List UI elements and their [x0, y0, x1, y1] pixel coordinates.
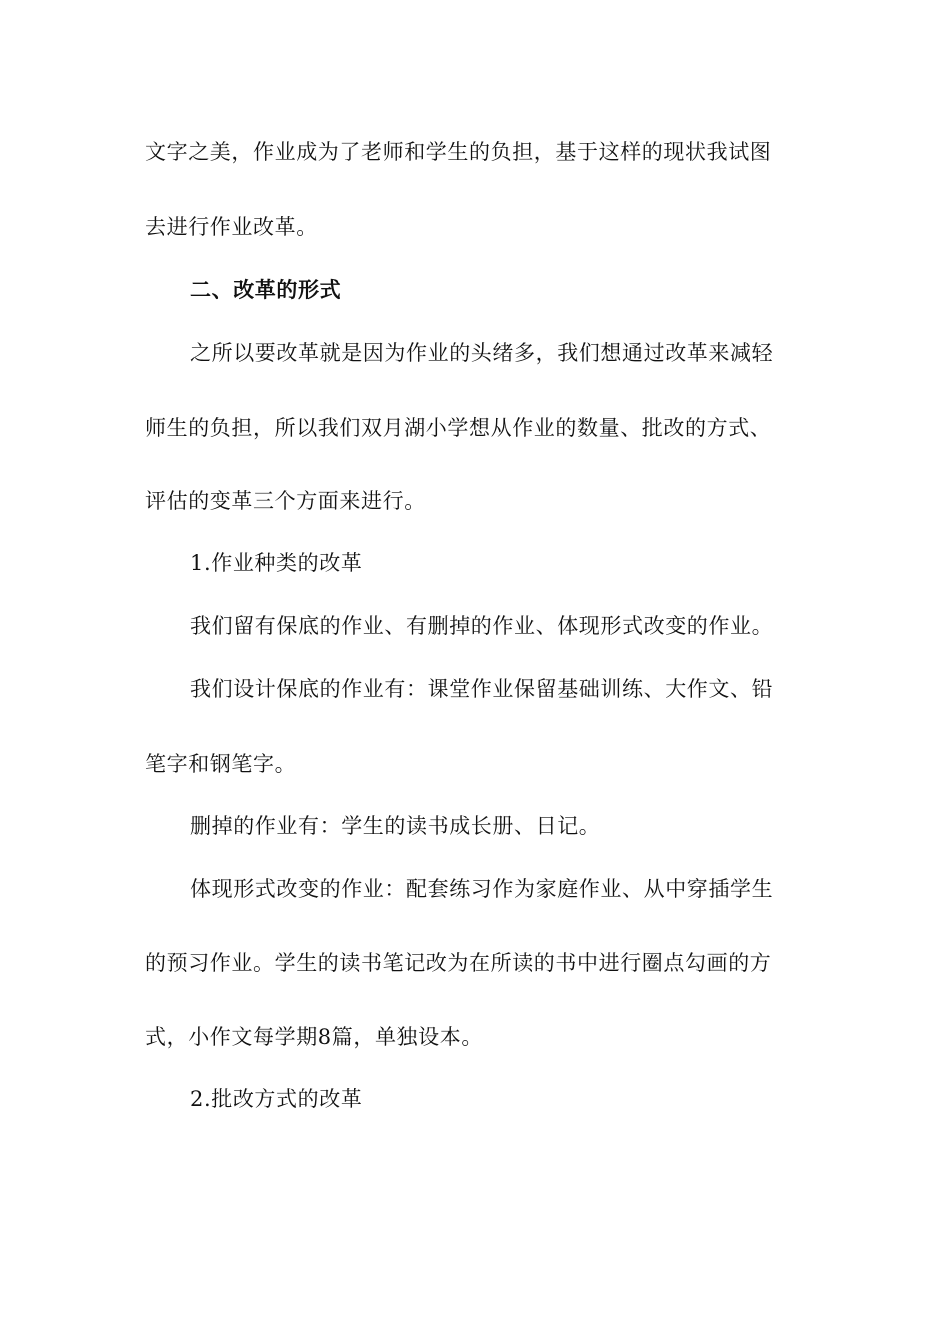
paragraph-line: 文字之美，作业成为了老师和学生的负担，基于这样的现状我试图 [145, 140, 772, 164]
paragraph-line: 师生的负担，所以我们双月湖小学想从作业的数量、批改的方式、 [145, 416, 772, 440]
section-heading: 二、改革的形式 [190, 277, 342, 302]
paragraph-line: 评估的变革三个方面来进行。 [145, 489, 426, 513]
paragraph-line: 笔字和钢笔字。 [145, 752, 297, 776]
paragraph-line: 式，小作文每学期8篇，单独设本。 [145, 1025, 483, 1049]
paragraph-line: 去进行作业改革。 [145, 215, 318, 239]
paragraph-line: 的预习作业。学生的读书笔记改为在所读的书中进行圈点勾画的方 [145, 951, 772, 975]
paragraph-line: 之所以要改革就是因为作业的头绪多，我们想通过改革来减轻 [190, 341, 774, 365]
paragraph-line: 体现形式改变的作业：配套练习作为家庭作业、从中穿插学生 [190, 877, 774, 901]
subsection-heading: 1.作业种类的改革 [190, 551, 363, 575]
subsection-heading: 2.批改方式的改革 [190, 1087, 363, 1111]
paragraph-line: 我们留有保底的作业、有删掉的作业、体现形式改变的作业。 [190, 614, 774, 638]
paragraph-line: 我们设计保底的作业有：课堂作业保留基础训练、大作文、铅 [190, 677, 774, 701]
paragraph-line: 删掉的作业有：学生的读书成长册、日记。 [190, 814, 601, 838]
